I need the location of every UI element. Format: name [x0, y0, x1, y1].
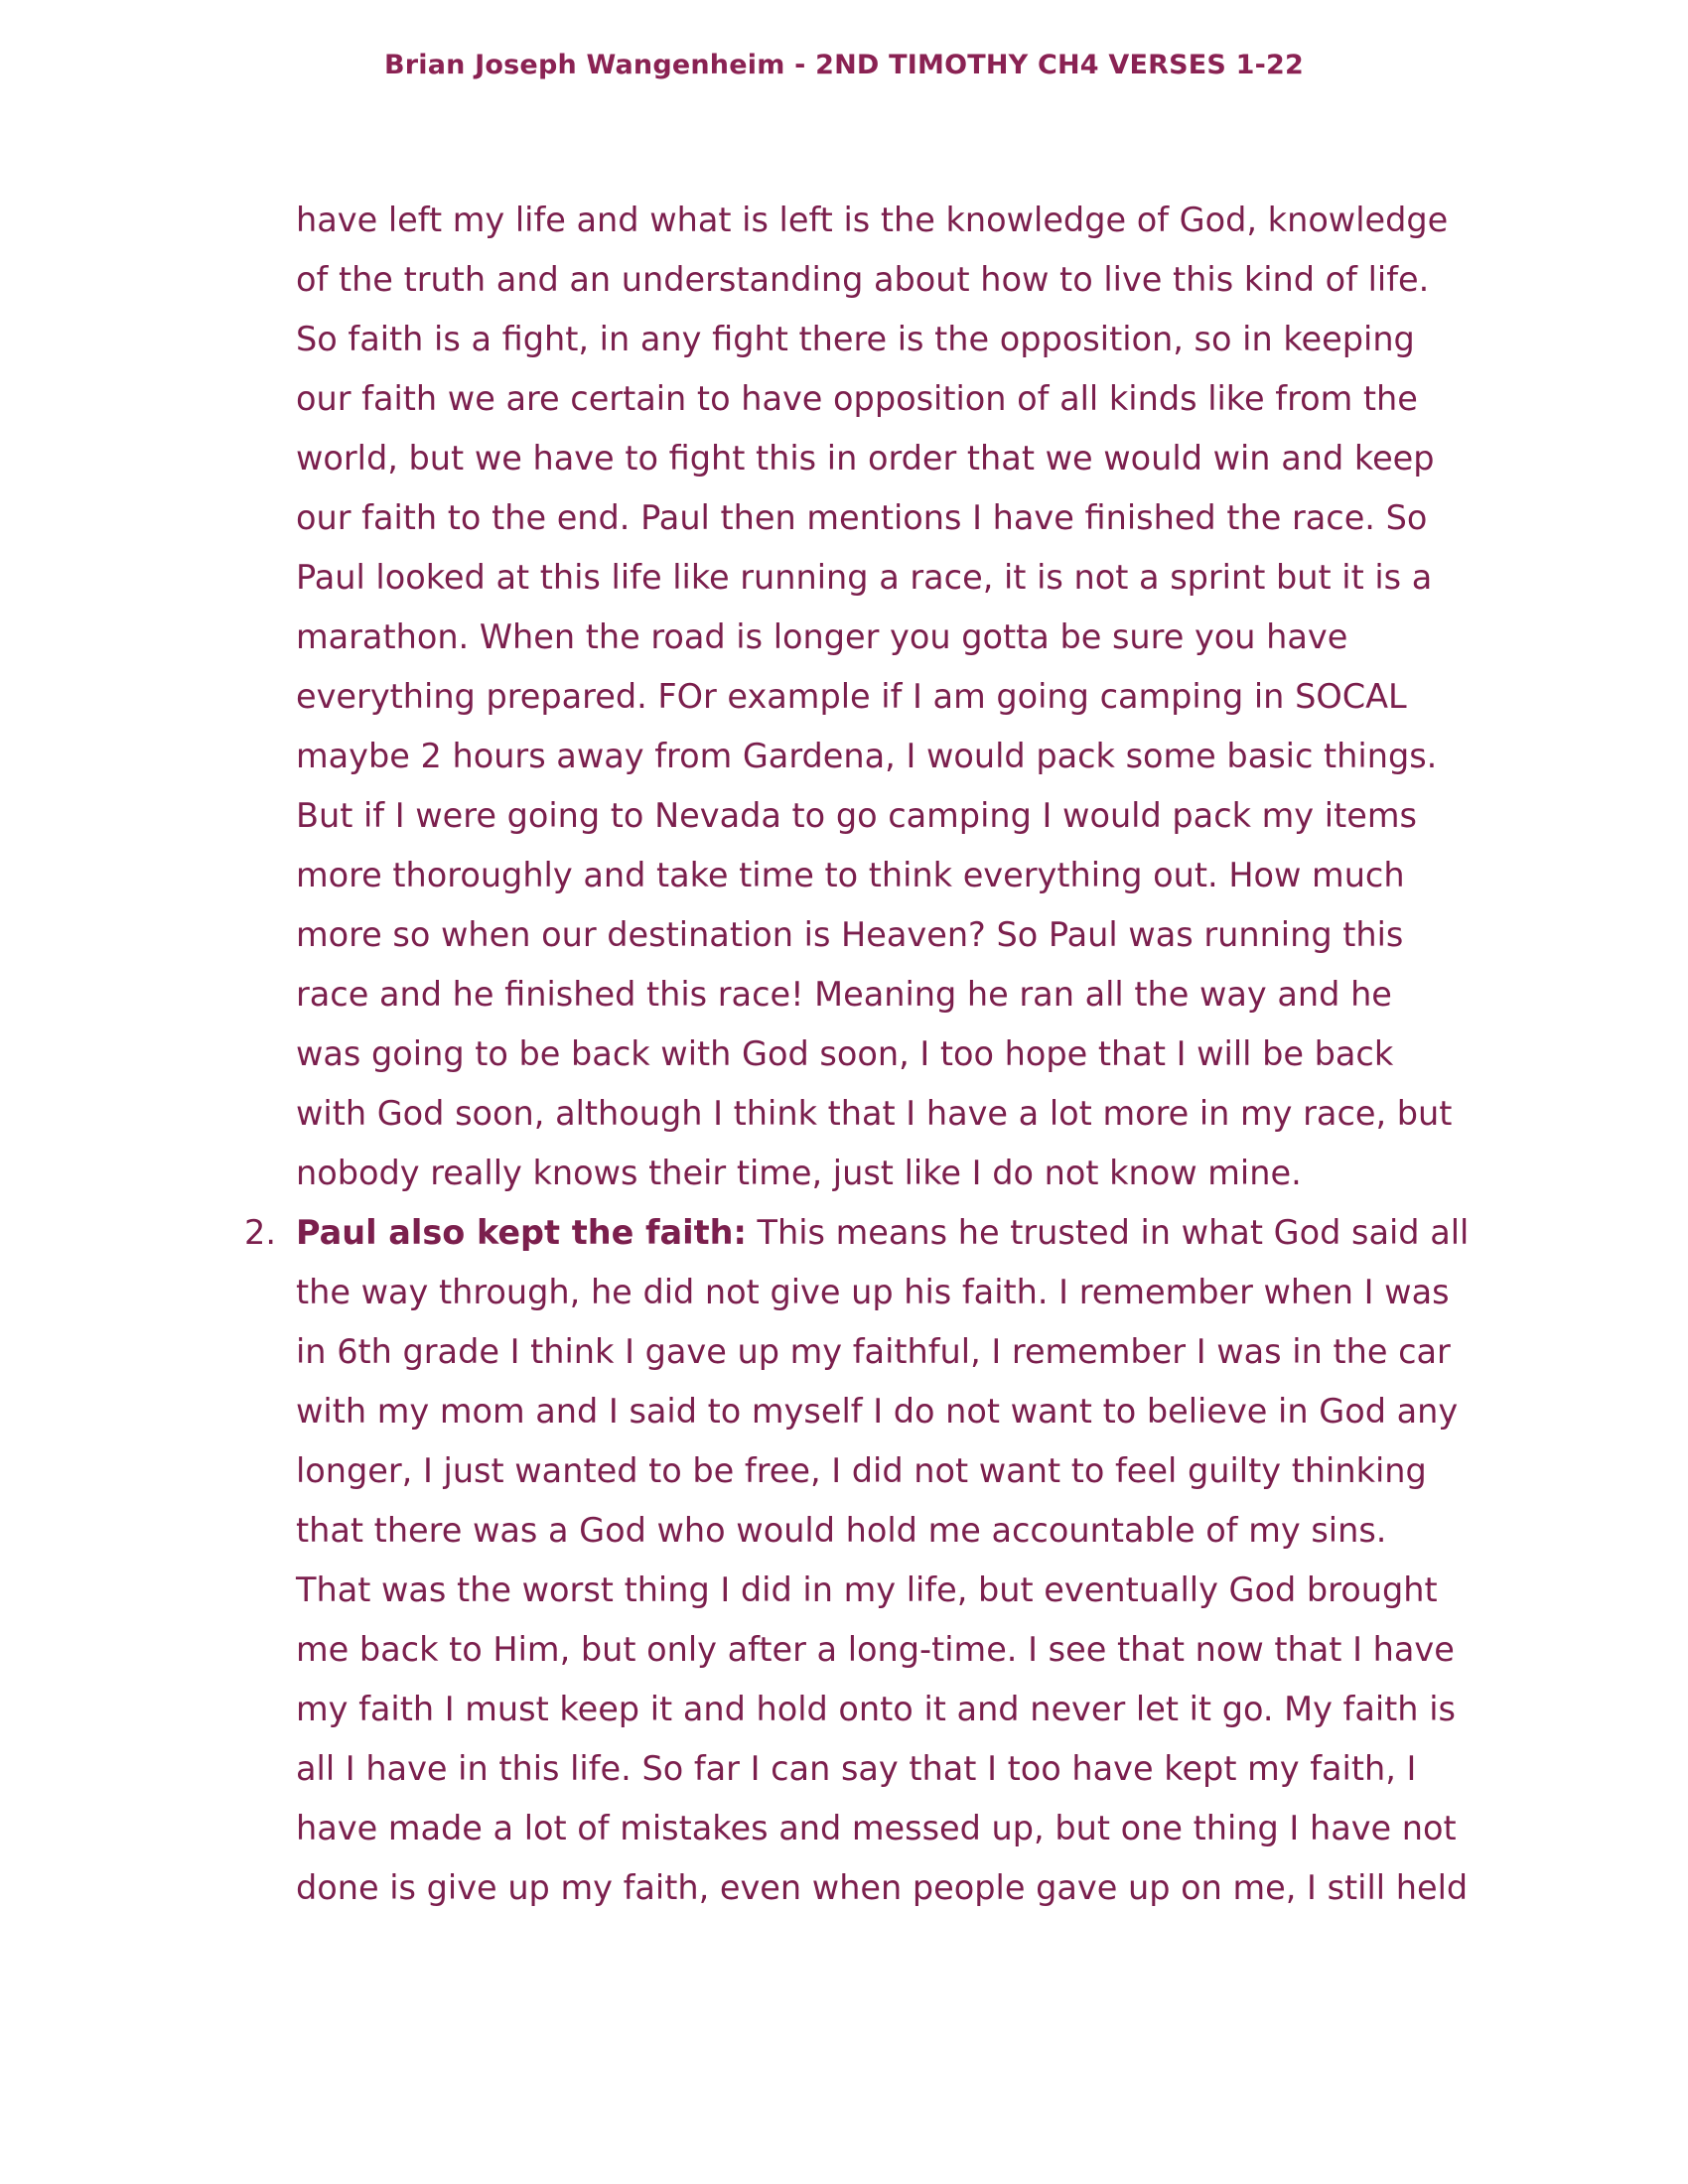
paragraph-line: more so when our destination is Heaven? So Paul was running this — [296, 915, 1404, 954]
paragraph-line: our faith to the end. Paul then mentions I have finished the race. So — [296, 498, 1428, 537]
paragraph-line: have left my life and what is left is the knowledge of God, knowledge — [296, 201, 1449, 239]
page-header: Brian Joseph Wangenheim - 2ND TIMOTHY CH4 VERSES 1-22 — [383, 50, 1305, 80]
paragraph-line: all I have in this life. So far I can say that I too have kept my faith, I — [296, 1749, 1417, 1788]
paragraph-line: with my mom and I said to myself I do not want to believe in God any — [296, 1392, 1459, 1431]
paragraph-line: in 6th grade I think I gave up my faithful, I remember I was in the car — [296, 1332, 1451, 1371]
paragraph-line: have made a lot of mistakes and messed up, but one thing I have not — [296, 1809, 1457, 1847]
list-item-number: 2. — [244, 1213, 276, 1252]
list-item-text: This means he trusted in what God said all — [746, 1213, 1470, 1252]
paragraph-line: So faith is a fight, in any fight there is the opposition, so in keeping — [296, 320, 1415, 358]
paragraph-line: marathon. When the road is longer you gotta be sure you have — [296, 617, 1348, 656]
paragraph-line: maybe 2 hours away from Gardena, I would pack some basic things. — [296, 737, 1438, 775]
paragraph-line: of the truth and an understanding about how to live this kind of life. — [296, 260, 1430, 299]
paragraph-line: the way through, he did not give up his faith. I remember when I was — [296, 1273, 1450, 1311]
paragraph-line: was going to be back with God soon, I too hope that I will be back — [296, 1034, 1394, 1073]
paragraph-line: Paul looked at this life like running a race, it is not a sprint but it is a — [296, 558, 1433, 597]
paragraph-line: more thoroughly and take time to think everything out. How much — [296, 856, 1405, 894]
paragraph-line: longer, I just wanted to be free, I did not want to feel guilty thinking — [296, 1451, 1427, 1490]
paragraph-line: that there was a God who would hold me accountable of my sins. — [296, 1511, 1387, 1550]
paragraph-line: That was the worst thing I did in my life, but eventually God brought — [296, 1570, 1438, 1609]
paragraph-line: with God soon, although I think that I have a lot more in my race, but — [296, 1094, 1453, 1133]
list-item-2-first-line — [244, 1203, 1487, 1263]
list-item-title: Paul also kept the faith: — [296, 1213, 747, 1252]
paragraph-line: nobody really knows their time, just like I do not know mine. — [296, 1154, 1302, 1192]
paragraph-line: my faith I must keep it and hold onto it and never let it go. My faith is — [296, 1690, 1456, 1728]
paragraph-line: race and he finished this race! Meaning he ran all the way and he — [296, 975, 1392, 1014]
paragraph-line: everything prepared. FOr example if I am going camping in SOCAL — [296, 677, 1407, 716]
paragraph-line: our faith we are certain to have opposition of all kinds like from the — [296, 379, 1418, 418]
paragraph-line: world, but we have to fight this in order that we would win and keep — [296, 439, 1435, 478]
paragraph-line: But if I were going to Nevada to go camping I would pack my items — [296, 796, 1417, 835]
paragraph-line: done is give up my faith, even when people gave up on me, I still held — [296, 1868, 1469, 1907]
paragraph-line: me back to Him, but only after a long-time. I see that now that I have — [296, 1630, 1455, 1669]
document-body — [244, 191, 1487, 1918]
